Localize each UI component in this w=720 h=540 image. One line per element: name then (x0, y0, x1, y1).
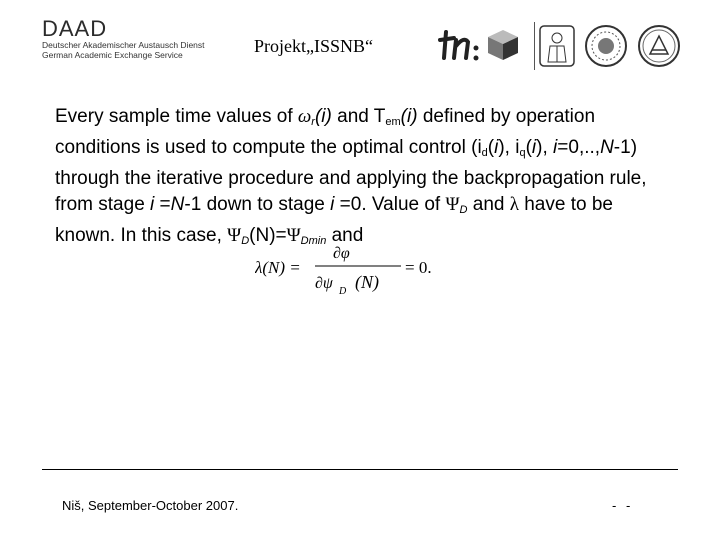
text-run: ), (536, 137, 554, 158)
equation-denominator-arg: (N) (355, 272, 379, 292)
subscript-Dmin: Dmin (300, 235, 327, 247)
daad-logo-subtitle-en: German Academic Exchange Service (42, 50, 183, 60)
subscript-D: D (241, 235, 250, 247)
page-number: - - (612, 498, 634, 513)
lambda-symbol: λ (509, 194, 519, 215)
emblem-logo-icon (636, 24, 682, 68)
text-run: ), i (498, 137, 520, 158)
text-run: =0,.., (557, 137, 601, 158)
subscript-r: r (311, 116, 315, 128)
subscript-d: d (481, 147, 488, 159)
text-run: (N)= (249, 225, 287, 246)
daad-logo-word: DAAD (42, 16, 108, 41)
psi-symbol: Ψ (227, 225, 242, 246)
text-run: =0. Value of (334, 194, 446, 215)
tu-logo-icon (438, 26, 482, 66)
text-run: ( (487, 137, 495, 158)
text-run: = (154, 194, 171, 215)
subscript-q: q (519, 147, 526, 159)
text-run: and (467, 194, 510, 215)
equation-graphic (255, 240, 455, 296)
text-run: i (150, 194, 155, 215)
text-run: and (326, 225, 364, 246)
text-run: have to be known. In this case, (55, 194, 613, 246)
text-run: -1 down to stage (184, 194, 331, 215)
footer-divider (42, 469, 678, 470)
daad-logo-subtitle-de: Deutscher Akademischer Austausch Dienst (42, 40, 205, 50)
psi-symbol: Ψ (445, 194, 460, 215)
body-paragraph (55, 104, 665, 254)
psi-symbol: Ψ (286, 225, 301, 246)
text-run: (i) (400, 106, 418, 127)
text-run: i (531, 137, 537, 158)
subscript-em: em (385, 116, 401, 128)
logo-divider (534, 22, 535, 70)
text-run: and T (331, 106, 386, 127)
equation (255, 240, 455, 296)
equation-denominator: ∂ψ (315, 275, 333, 292)
text-run: i (553, 137, 558, 158)
university-seal-icon (538, 24, 576, 68)
subscript-D: D (459, 204, 468, 216)
text-run: i (330, 194, 335, 215)
text-run: N (600, 137, 614, 158)
project-title: Projekt„ISSNB“ (254, 36, 373, 56)
text-run: defined by operation conditions is used to compute the optimal control (i (55, 106, 596, 158)
text-run: ( (525, 137, 532, 158)
cube-logo-icon (486, 28, 520, 62)
text-run: N (170, 194, 185, 215)
equation-rhs: = 0. (405, 258, 432, 277)
text-run: Every sample time values of (55, 106, 298, 127)
partner-logos (438, 22, 688, 70)
circular-seal-icon (584, 24, 628, 68)
equation-numerator: ∂φ (333, 245, 350, 262)
omega-symbol: ω (297, 106, 312, 127)
text-run: -1) through the iterative procedure and applying the backpropagation rule, from stage (55, 137, 647, 215)
equation-denominator-subscript: D (339, 286, 347, 296)
footer-location-date: Niš, September-October 2007. (62, 498, 239, 513)
text-run: i (494, 137, 499, 158)
text-run: (i) (314, 106, 332, 127)
daad-logo (42, 18, 232, 60)
equation-lhs: λ(N) = (255, 258, 301, 277)
